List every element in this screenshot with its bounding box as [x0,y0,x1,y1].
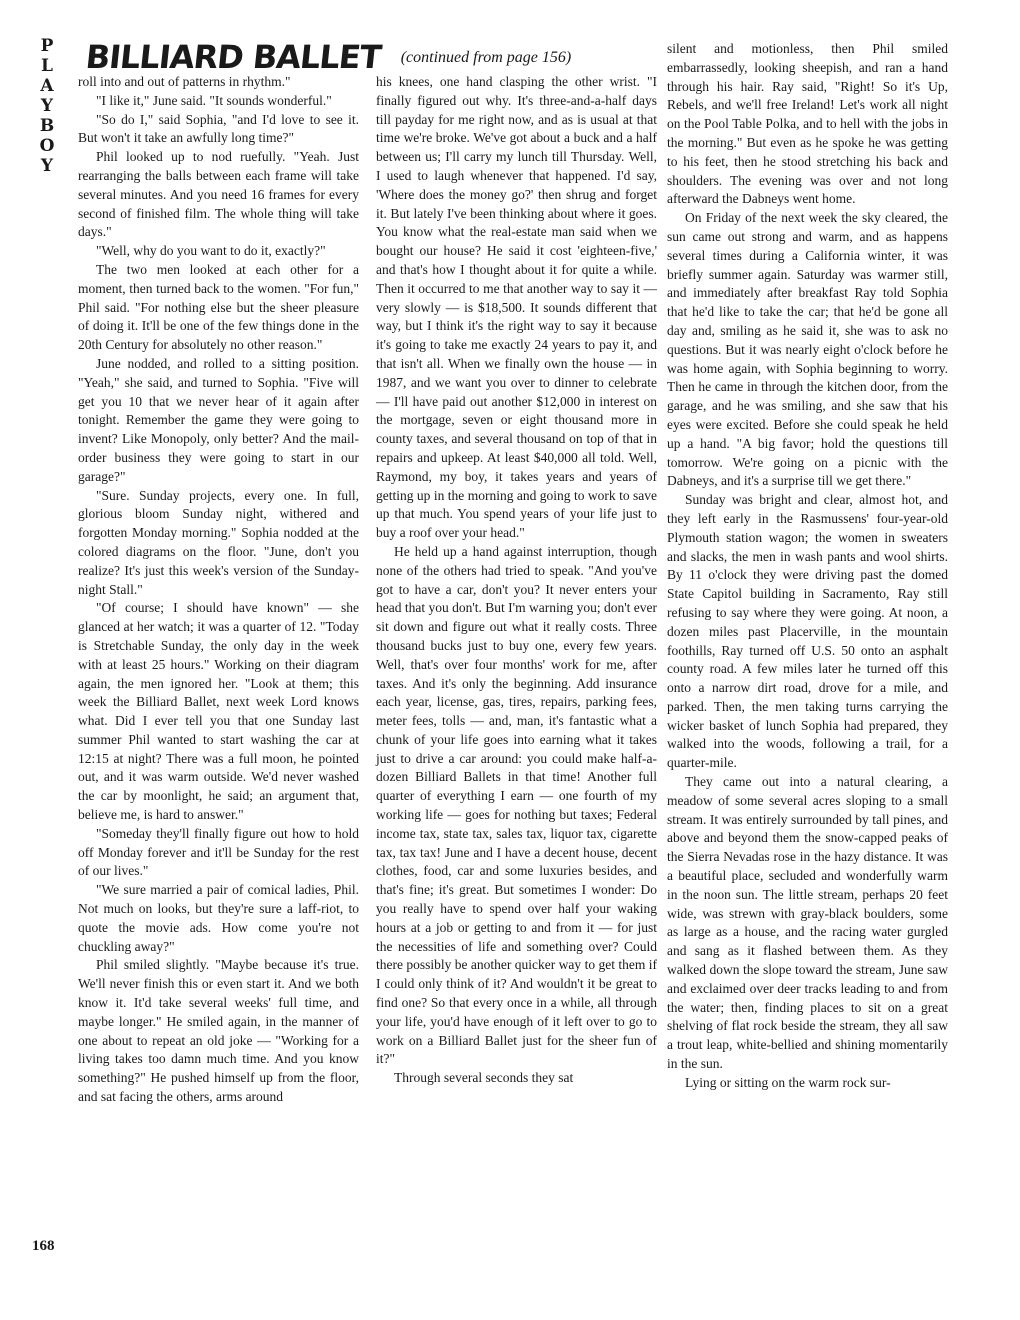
paragraph: "We sure married a pair of comical ladies, Phil. Not much on looks, but they're sure a laff-riot, to quote the movie ads. How come you're not chuckling away?" [78,882,359,954]
paragraph: Phil looked up to nod ruefully. "Yeah. Just rearranging the balls between each frame will take several minutes. And you need 16 frames for every second of finished film. The whole thing will take days." [78,149,359,240]
paragraph: Through several seconds they sat [394,1070,574,1086]
paragraph: On Friday of the next week the sky cleared, the sun came out strong and warm, and as happens several times during a California winter, it was briefly summer again. Saturday was warmer still, and immediately after breakfast Ray told Sophia that he'd like to take the car; that he'd be gone all day and, smiling as he said it, she was to ask no questions. But it was nearly eight o'clock before he was home again, with Sophia beginning to worry. Then he came in through the kitchen door, from the garage, and he was smiling, and she saw that his eyes were excited. Before she could speak he held up a hand. "A big favor; hold the questions till tomorrow. We're going on a picnic with the Dabneys, and it's a surprise till we get there." [667,210,948,489]
paragraph: "I like it," June said. "It sounds wonderful." [96,92,332,108]
masthead-letter: L [41,56,53,76]
paragraph: "Well, why do you want to do it, exactly?" [96,243,326,259]
masthead-letter: O [39,136,55,156]
continued-note: (continued from page 156) [400,49,572,66]
paragraph: "So do I," said Sophia, "and I'd love to see it. But won't it take an awfully long time?" [78,111,359,146]
masthead-letter: P [40,36,54,56]
paragraph: The two men looked at each other for a moment, then turned back to the women. "For fun," Phil said. "For nothing else but the sheer pleasure of doing it. It'll be one of the few things done in the 20th Century for absolutely no other reason." [78,261,359,353]
text-column-2 [376,73,657,1253]
paragraph: They came out into a natural clearing, a meadow of some several acres sloping to a small stream. It was entirely surrounded by tall pines, and above and beyond them the snow-capped peaks of the Sierra Nevadas rose in the hazy distance. It was a beautiful place, secluded and wonderfully warm in the noon sun. The little stream, perhaps 20 feet wide, was strewn with gray-black boulders, some as large as a house, and the racing water gurgled and sang as it flashed between them. As they walked down the slope toward the stream, June saw and exclaimed over deer tracks leading to and from the water; then, finding places to sit on a great shelving of flat rock beside the stream, they all saw a trout leap, white-bellied and shining momentarily in the sun. [667,774,948,1072]
article-title: BILLIARD BALLET [83,38,383,76]
masthead-letter: Y [40,156,54,176]
paragraph: June nodded, and rolled to a sitting position. "Yeah," she said, and turned to Sophia. "Five will get you 10 that we never hear of it again after tonight. Remember the game they were going to invent? Like Monopoly, only better? And the mail-order business they were going to start in our garage?" [78,355,359,484]
paragraph: his knees, one hand clasping the other wrist. "I finally figured out why. It's three-and-a-half days till payday for me right now, and as is usual at that time we're broke. We've got about a buck and a half between us; I'll carry my lunch till Thursday. Well, I used to laugh whenever that happened. I'd say, 'Where does the money go?' then shrug and forget it. But lately I've been thinking about where it goes. You know what the real-estate man said when we bought our house? He said it cost 'eighteen-five,' and that's how I thought about it for quite a while. Then it occurred to me that another way to say it — very slowly — is $18,500. It sounds different that way, but I think it's the right way to say it because it's going to take me exactly 24 years to pay it, and that isn't all. When we finally own the house — in 1987, and we want you over to dinner to celebrate — I'll have paid out another $12,000 in interest on the mortgage, seven or eight thousand more in county taxes, and several thousand on top of that in repairs and upkeep. At least $40,000 all told. Well, Raymond, my boy, it takes years and years of getting up in the morning and going to work to save up that much. You spend years of your life just to buy a roof over your head." [376,74,657,541]
paragraph: "Someday they'll finally figure out how to hold off Monday forever and it'll be Sunday for the rest of our lives." [78,825,359,879]
page-number: 168 [32,1238,55,1254]
paragraph: Sunday was bright and clear, almost hot, and they left early in the Rasmussens' four-year-old Plymouth station wagon; the women in sweaters and slacks, the men in wash pants and wool shirts. By 11 o'clock they were driving past the domed State Capitol building in Sacramento, Ray still refusing to say where they were going. At noon, a dozen miles past Placerville, in the mountain foothills, Ray turned off U.S. 50 onto an asphalt county road. A few miles later he turned off this onto a narrow dirt road, drove for a mile, and parked. Then, the men taking turns carrying the wicker basket of lunch Sophia had prepared, they walked into the woods, following a trail, for a quarter-mile. [667,492,948,771]
paragraph: silent and motionless, then Phil smiled embarrassedly, looking sheepish, and ran a hand through his hair. Ray said, "Right! So it's Up, Rebels, and we'll free Ireland! Let's work all night on the Pool Table Polka, and to hell with the jobs in the morning." But even as he spoke he was getting to his feet, then he stood stretching his back and shoulders. The evening was over and not long afterward the Dabneys went home. [667,41,948,207]
magazine-masthead [34,36,60,176]
paragraph: He held up a hand against interruption, though none of the others had tried to speak. "And you've got to have a car, don't you? It never enters your head that you don't. But I'm warning you; don't ever sit down and figure out what it really costs. Three thousand bucks just to buy one, every few years. Well, that's over four months' work for me, after taxes. And it's only the beginning. Add insurance each year, license, gas, tires, repairs, parking fees, meter fees, tolls — and, man, it's fantastic what a chunk of your life goes into earning what it takes just to drive a car around: you could make half-a-dozen Billiard Ballets in that time! Another full quarter of everything I earn — one fourth of my working life — goes for nothing but taxes; Federal income tax, state tax, sales tax, liquor tax, cigarette tax, tax tax! June and I have a decent house, decent clothes, food, car and some luxuries besides, and that's fine; it's great. But sometimes I wonder: Do you really have to spend over half your waking hours at a job or getting to and from it — for just the necessities of life and something over? Could there possibly be another quicker way to get them if I could only think of it? And wouldn't it be great to find one? So that every once in a while, all through your life, you'd have enough of it left over to go to work on a Billiard Ballet just for the sheer fun of it?" [376,543,657,1067]
masthead-letter: Y [40,96,54,116]
paragraph: "Of course; I should have known" — she glanced at her watch; it was a quarter of 12. "Today is Stretchable Sunday, the only day in the week with at least 25 hours." Working on their diagram again, the men ignored her. "Look at them; this week the Billiard Ballet, next week Lord knows what. Did I ever tell you that one Sunday last summer Phil wanted to start washing the car at 12:15 at night? There was a full moon, he pointed out, and it was warm outside. We'd never washed the car by moonlight, he said; an argument that, believe me, is hard to answer." [78,600,359,823]
paragraph: roll into and out of patterns in rhythm." [78,74,291,89]
masthead-letter: B [39,116,55,136]
text-column-3 [667,40,948,1255]
paragraph: Lying or sitting on the warm rock sur- [685,1074,891,1090]
text-column-1 [78,73,359,1253]
paragraph: Phil smiled slightly. "Maybe because it's true. We'll never finish this or even start it. And we both know it. It'd take several weeks' full time, and maybe longer." He smiled again, in the manner of one about to repeat an old joke — "Working for a living takes too damn much time. And you know something?" He pushed himself up from the floor, and sat facing the others, arms around [78,957,359,1105]
article-header [84,37,571,75]
paragraph: "Sure. Sunday projects, every one. In full, glorious bloom Sunday night, withered and forgotten Monday morning." Sophia nodded at the colored diagrams on the floor. "June, don't you realize? It's just this week's version of the Sunday-night Stall." [78,487,359,597]
masthead-letter: A [40,76,54,96]
